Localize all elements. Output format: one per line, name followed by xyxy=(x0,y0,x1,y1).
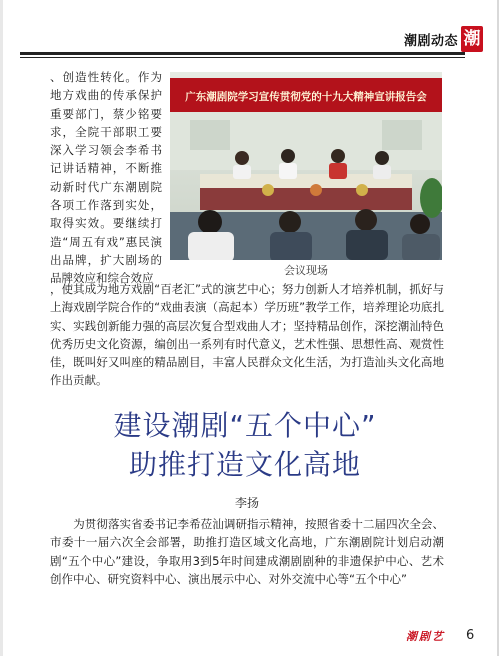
chao-mark-icon: 潮 xyxy=(461,26,483,52)
audience xyxy=(170,209,442,260)
section-title: 潮剧动态 xyxy=(403,34,458,49)
meeting-photo xyxy=(170,72,442,260)
page-number: 6 xyxy=(466,628,475,643)
headline-line-2: 助推打造文化高地 xyxy=(128,448,361,481)
header-rule xyxy=(20,52,465,55)
headline-line-1: 建设潮剧“五个中心” xyxy=(113,409,377,442)
banner-text: 广东潮剧院学习宣传贯彻党的十九大精神宣讲报告会 xyxy=(185,91,427,103)
body-paragraph xyxy=(50,515,444,588)
header-rule-thin xyxy=(20,57,465,58)
meeting-photo-scene xyxy=(170,72,442,260)
magazine-logo: 潮剧艺 xyxy=(406,630,445,643)
column-text: 、创造性转化。作为地方戏曲的传承保护重要部门，蔡少铭要求，全院干部职工要深入学习领会李希书记讲话精神，不断推动新时代广东潮剧院各项工作落到实处，取得实效。要继续打造“周五有戏”惠民演出品牌，扩大剧场的品牌效应和综合效应 xyxy=(50,70,162,286)
author-name: 李扬 xyxy=(234,496,259,510)
full-width-text: ，使其成为地方戏剧“百老汇”式的演艺中心；努力创新人才培养机制，抓好与上海戏剧学院合作的“戏曲表演（高起本）学历班”教学工作，培养理论功底扎实、实践创新能力强的高层次复合型戏曲人才；坚持精品创作，深挖潮汕特色优秀历史文化资源，编创出一系列有时代意义，艺术性强、思想性高、观赏性佳，既叫好又叫座的精品剧目，丰富人民群众文化生活，为打造汕头文化高地作出贡献。 xyxy=(50,282,444,388)
page-edge-left xyxy=(0,0,3,656)
body-paragraph-text: 为贯彻落实省委书记李希莅汕调研指示精神，按照省委十二届四次全会、市委十一届六次全会部署，助推打造区域文化高地，广东潮剧院计划启动潮剧“五个中心”建设，争取用3到5年时间建成潮剧剧种的非遗保护中心、艺术创作中心、研究资料中心、演出展示中心、对外交流中心等“五个中心” xyxy=(50,517,445,586)
photo-caption: 会议现场 xyxy=(284,264,328,277)
